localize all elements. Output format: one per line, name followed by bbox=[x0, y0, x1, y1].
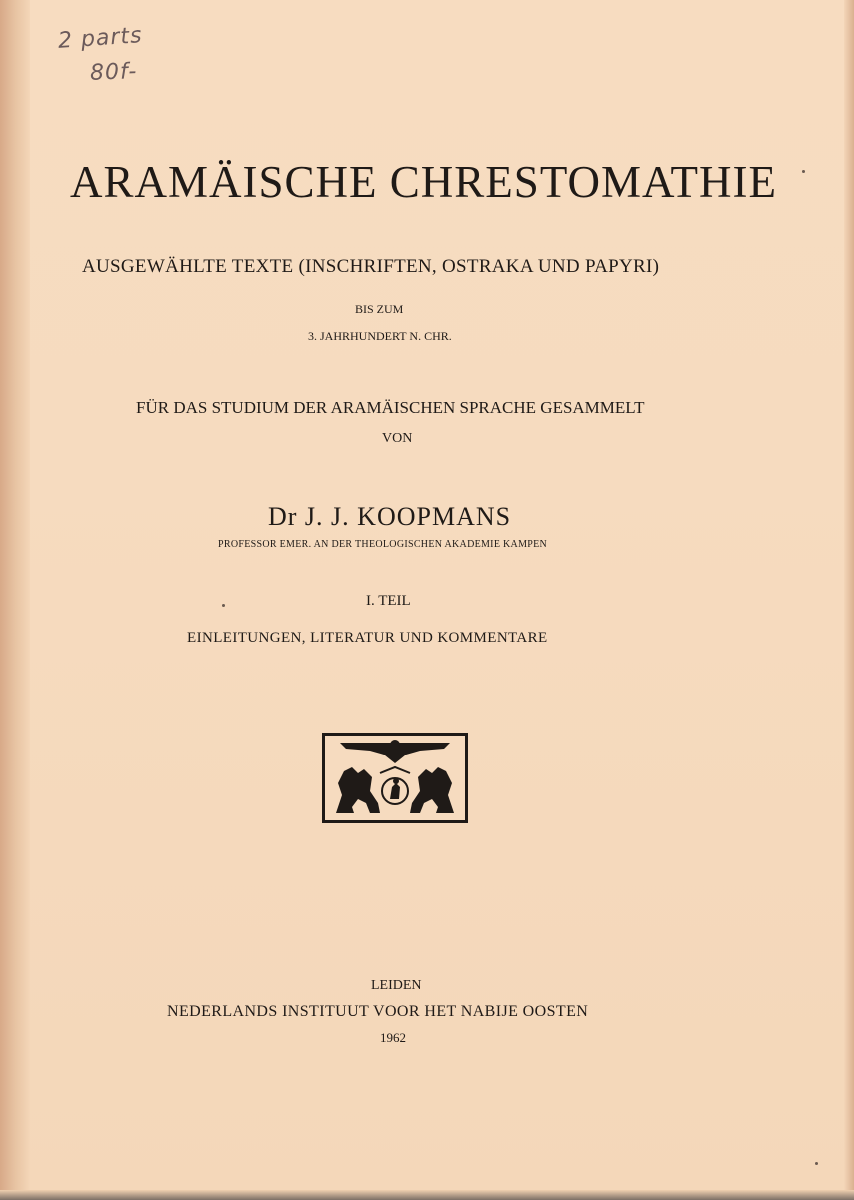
volume-contents: EINLEITUNGEN, LITERATUR UND KOMMENTARE bbox=[187, 630, 548, 646]
publisher-city: LEIDEN bbox=[371, 978, 422, 993]
book-purpose: FÜR DAS STUDIUM DER ARAMÄISCHEN SPRACHE GESAMMELT bbox=[136, 398, 645, 417]
range-line-1: BIS ZUM bbox=[355, 302, 404, 316]
range-line-2: 3. JAHRHUNDERT N. CHR. bbox=[308, 329, 452, 343]
by-label: VON bbox=[382, 431, 413, 446]
author-affiliation: PROFESSOR EMER. AN DER THEOLOGISCHEN AKADEMIE KAMPEN bbox=[218, 539, 548, 550]
paper-speck bbox=[815, 1162, 818, 1165]
paper-speck bbox=[802, 170, 805, 173]
cover-left-edge bbox=[0, 0, 30, 1200]
winged-sphinx-emblem-icon bbox=[322, 733, 468, 823]
book-title: ARAMÄISCHE CHRESTOMATHIE bbox=[70, 157, 777, 207]
handwritten-note-price: 80f- bbox=[89, 59, 138, 86]
publisher-name: NEDERLANDS INSTITUUT VOOR HET NABIJE OOSTEN bbox=[167, 1003, 589, 1020]
handwritten-note-parts: 2 parts bbox=[57, 23, 144, 54]
paper-speck bbox=[222, 604, 225, 607]
cover-bottom-edge bbox=[0, 1190, 854, 1200]
author-name: Dr J. J. KOOPMANS bbox=[268, 502, 512, 531]
cover-right-edge bbox=[844, 0, 854, 1200]
volume-part: I. TEIL bbox=[366, 593, 411, 609]
book-subtitle: AUSGEWÄHLTE TEXTE (INSCHRIFTEN, OSTRAKA UND PAPYRI) bbox=[82, 256, 660, 277]
publication-year: 1962 bbox=[380, 1030, 406, 1045]
